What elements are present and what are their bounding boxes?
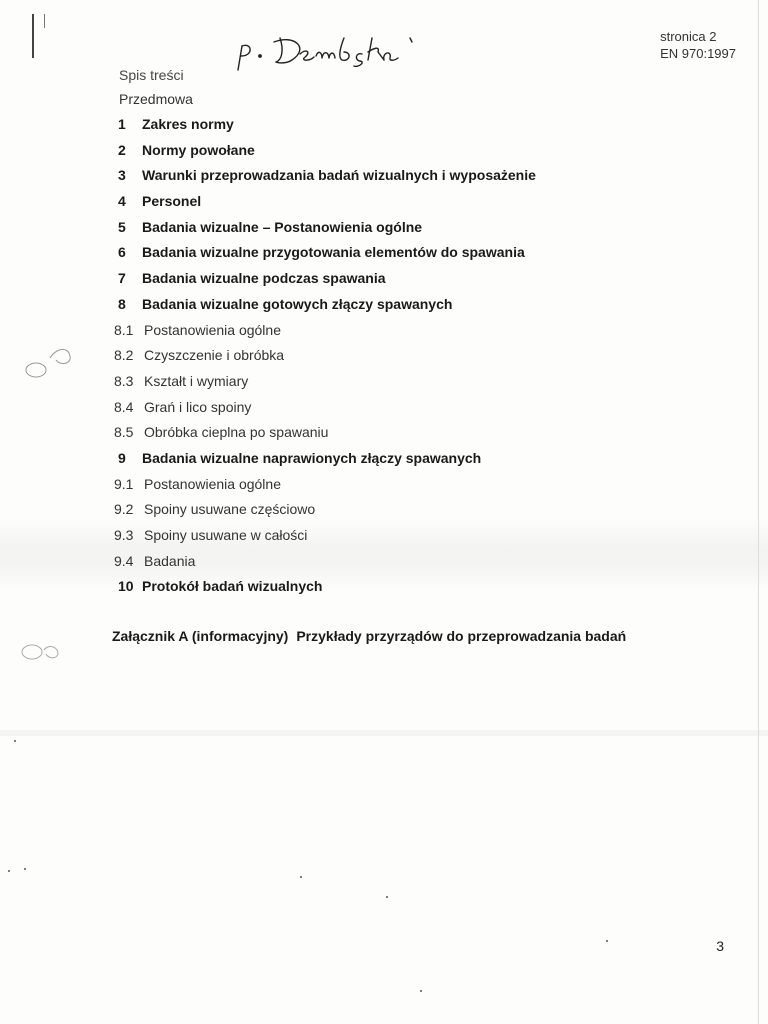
toc-item-number: 9.4 — [114, 552, 134, 569]
toc-subitem — [112, 497, 712, 523]
toc-item-title: Warunki przeprowadzania badań wizualnych i wyposażenie — [142, 167, 536, 184]
toc-item — [112, 215, 712, 241]
annex-title: Przykłady przyrządów do przeprowadzania badań — [296, 628, 627, 644]
toc-item-title: Spoiny usuwane w całości — [144, 527, 308, 543]
scan-speck — [300, 876, 302, 878]
scan-speck — [8, 870, 10, 872]
toc-item-number: 8.5 — [114, 424, 134, 441]
toc-item-title: Protokół badań wizualnych — [142, 578, 323, 595]
toc-item-number: 9 — [118, 449, 126, 466]
toc-item — [112, 189, 712, 215]
table-of-contents — [112, 64, 712, 600]
toc-item-title: Postanowienia ogólne — [144, 321, 281, 338]
scan-speck — [606, 940, 608, 942]
page-number: 3 — [716, 938, 724, 954]
toc-subitem — [112, 523, 712, 549]
toc-item-title: Postanowienia ogólne — [144, 475, 281, 492]
toc-item-number: 4 — [118, 193, 126, 210]
toc-item — [112, 574, 712, 600]
toc-subitem — [112, 369, 712, 395]
faint-stamp-mark — [20, 340, 80, 380]
toc-item-number: 7 — [118, 270, 126, 287]
toc-item-title: Kształt i wymiary — [144, 372, 249, 389]
toc-item-title: Czyszczenie i obróbka — [144, 347, 285, 364]
toc-subitem — [112, 343, 712, 369]
toc-item-title: Badania wizualne przygotowania elementów do spawania — [142, 244, 525, 261]
toc-item-number: 1 — [118, 116, 126, 132]
toc-item-number: 5 — [118, 218, 126, 235]
toc-subitem — [112, 318, 712, 344]
toc-item-number: 2 — [118, 141, 126, 158]
toc-annex — [112, 628, 626, 644]
toc-foreword: Przedmowa — [119, 91, 193, 107]
toc-item — [112, 446, 712, 472]
toc-item-title: Obróbka cieplna po spawaniu — [144, 424, 329, 441]
annex-label: Załącznik A (informacyjny) — [112, 628, 289, 644]
toc-item-title: Badania wizualne naprawionych złączy spawanych — [142, 449, 482, 466]
toc-item-title: Badania wizualne gotowych złączy spawanych — [142, 295, 453, 312]
margin-mark — [44, 14, 45, 28]
toc-item-title: Personel — [142, 193, 202, 210]
faint-stamp-mark — [18, 636, 68, 666]
toc-subitem — [112, 472, 712, 498]
toc-item-title: Badania wizualne – Postanowienia ogólne — [142, 218, 423, 235]
toc-item — [112, 266, 712, 292]
toc-item — [112, 292, 712, 318]
toc-item — [112, 240, 712, 266]
toc-item-title: Grań i lico spoiny — [144, 398, 252, 415]
toc-item-number: 8.2 — [114, 347, 134, 364]
toc-item-number: 8.1 — [114, 321, 134, 338]
page-label: stronica 2 — [660, 29, 717, 44]
scan-speck — [24, 868, 26, 870]
scan-speck — [386, 896, 388, 898]
margin-mark — [32, 14, 34, 58]
toc-item-number: 9.1 — [114, 475, 134, 492]
toc-item-number: 8.3 — [114, 372, 134, 389]
toc-item-title: Badania wizualne podczas spawania — [142, 270, 386, 287]
toc-item-number: 9.2 — [114, 501, 134, 518]
toc-item-number: 9.3 — [114, 527, 134, 543]
standard-number: EN 970:1997 — [660, 46, 736, 61]
toc-heading: Spis treści — [119, 67, 184, 83]
toc-item-title: Badania — [144, 552, 196, 569]
scan-artifact — [0, 730, 768, 736]
toc-subitem — [112, 549, 712, 575]
toc-item-number: 8 — [118, 295, 126, 312]
scan-speck — [420, 990, 422, 992]
toc-item — [112, 163, 712, 189]
toc-subitem — [112, 420, 712, 446]
toc-item-title: Zakres normy — [142, 116, 234, 132]
toc-item-number: 8.4 — [114, 398, 134, 415]
toc-item — [112, 112, 712, 138]
scan-edge — [758, 0, 759, 1024]
toc-item-number: 6 — [118, 244, 126, 261]
scan-speck — [14, 740, 16, 742]
toc-item-title: Normy powołane — [142, 141, 255, 158]
toc-item — [112, 138, 712, 164]
toc-item-number: 3 — [118, 167, 126, 184]
toc-item-number: 10 — [118, 578, 134, 595]
toc-subitem — [112, 395, 712, 421]
toc-item-title: Spoiny usuwane częściowo — [144, 501, 316, 518]
page-header — [660, 28, 736, 62]
